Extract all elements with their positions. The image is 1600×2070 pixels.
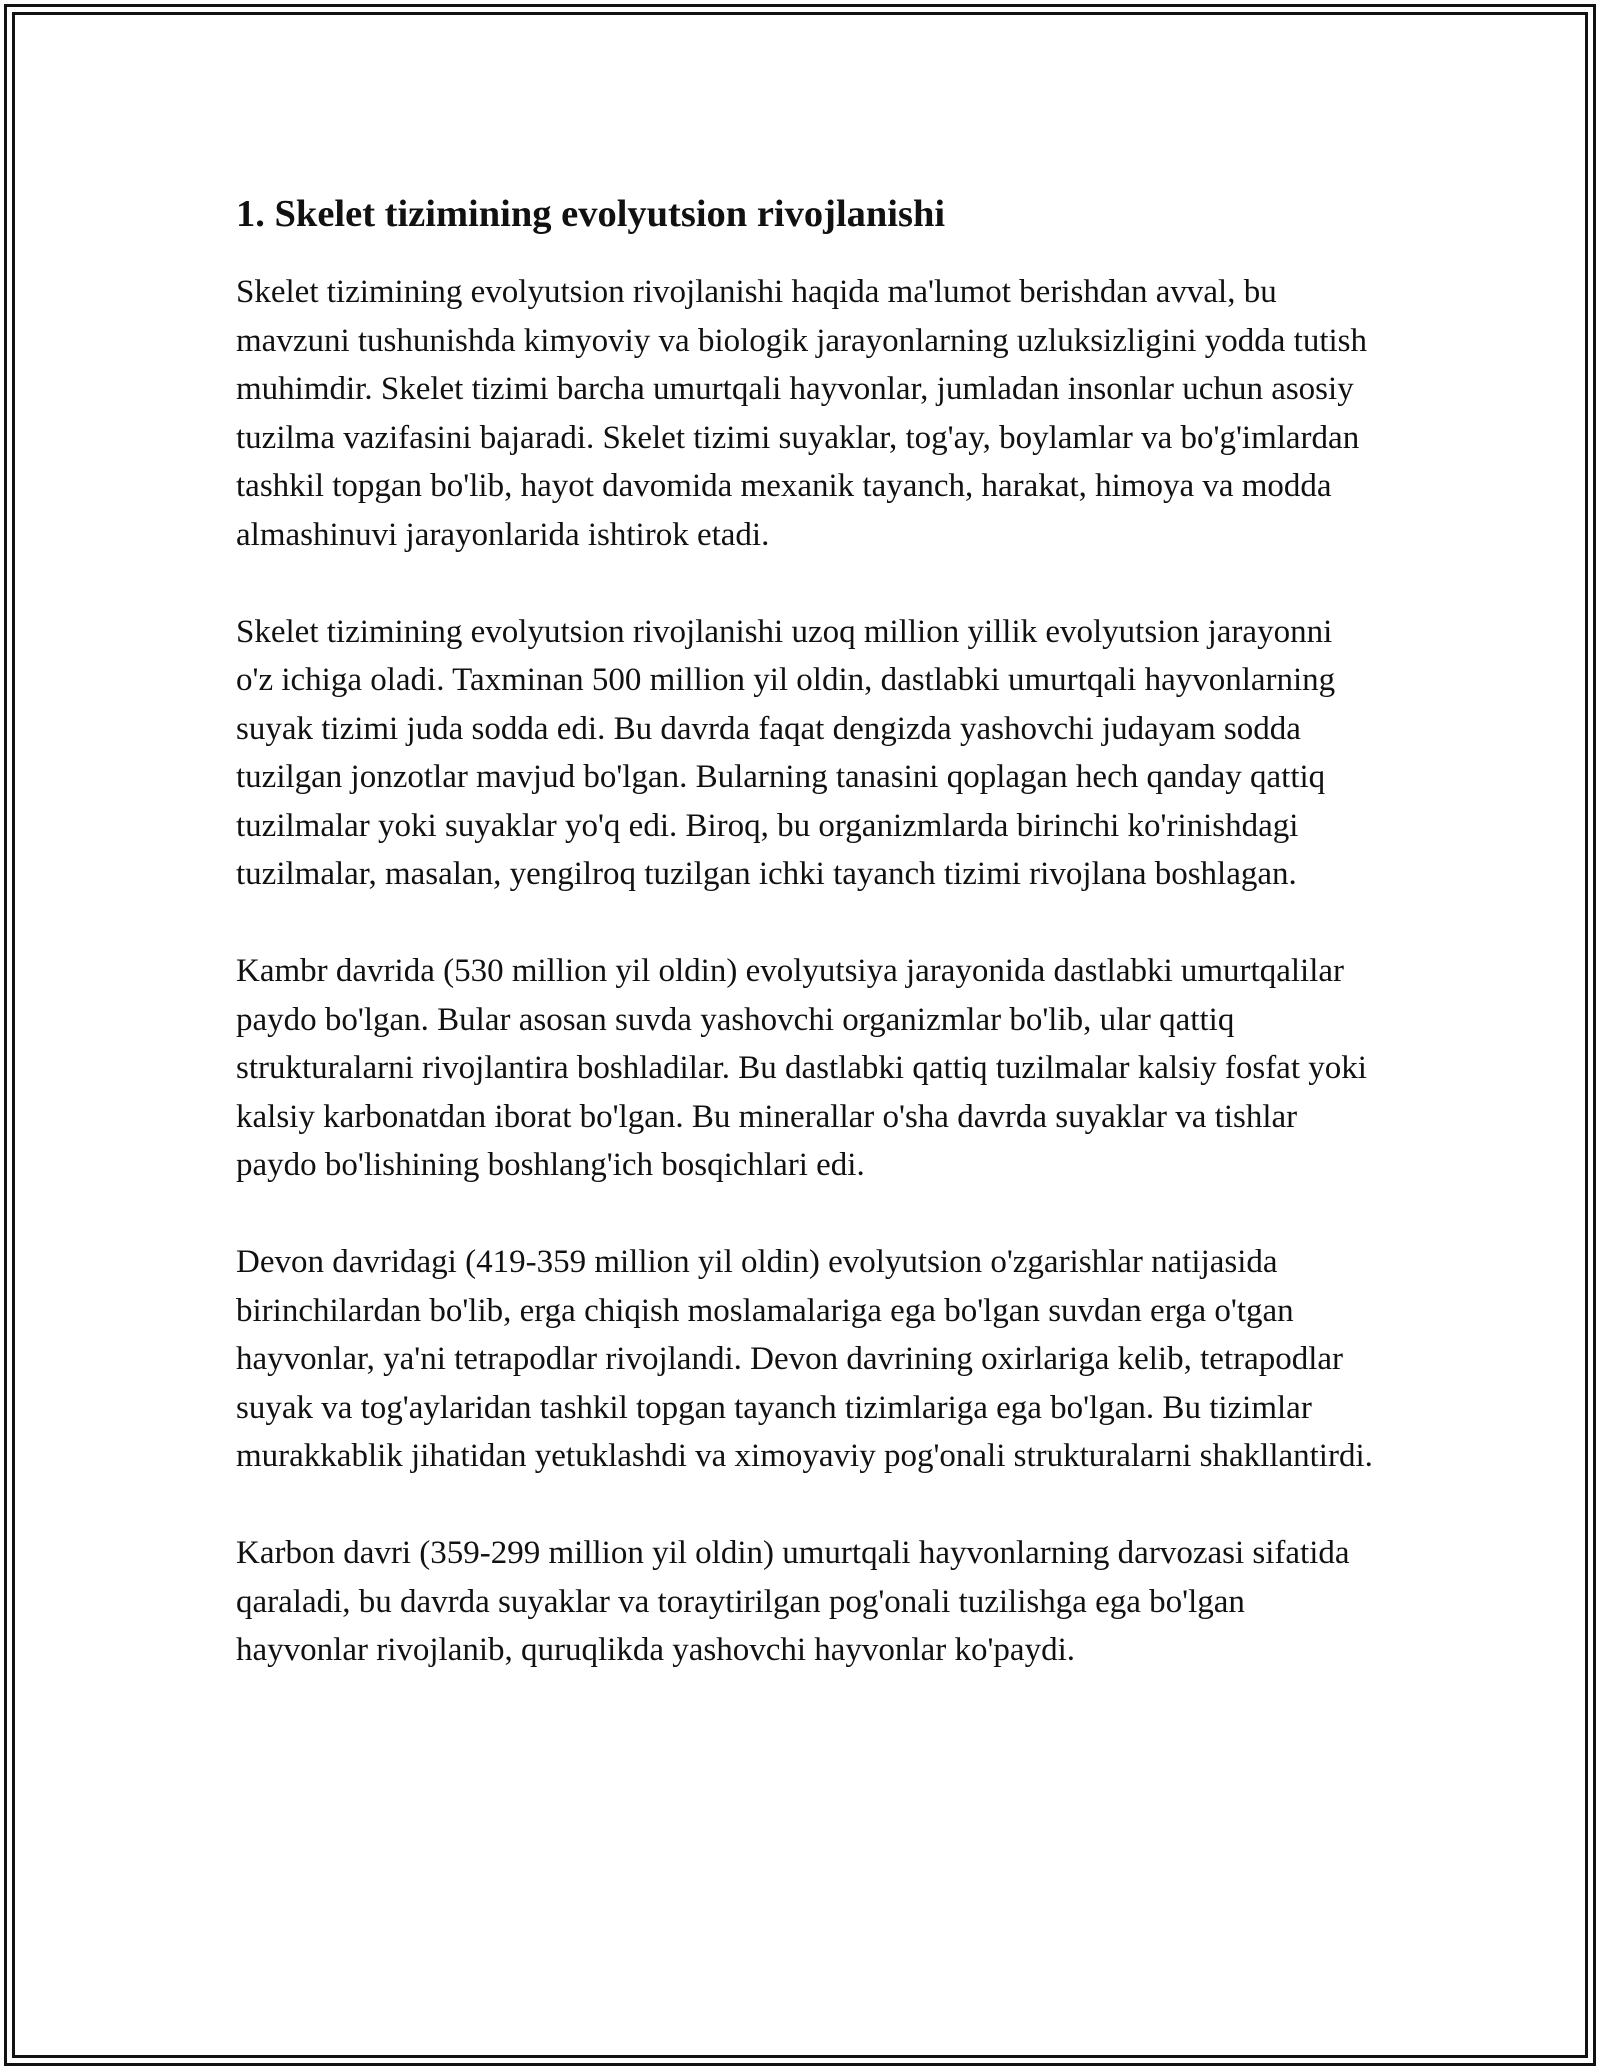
document-body bbox=[236, 186, 1376, 1675]
paragraph-cambrian: Kambr davrida (530 million yil oldin) evolyutsiya jarayonida dastlabki umurtqalilar paydo bo'lgan. Bular asosan suvda yashovchi organizmlar bo'lib, ular qattiq strukturalarni rivojlantira boshladilar. Bu dastlabki qattiq tuzilmalar kalsiy fosfat yoki kalsiy karbonatdan iborat bo'lgan. Bu minerallar o'sha davrda suyaklar va tishlar paydo bo'lishining boshlang'ich bosqichlari edi. bbox=[236, 953, 1367, 1183]
paragraph-early-vertebrates: Skelet tizimining evolyutsion rivojlanishi uzoq million yillik evolyutsion jarayonni o'z ichiga oladi. Taxminan 500 million yil oldin, dastlabki umurtqali hayvonlarning suyak tizimi juda sodda edi. Bu davrda faqat dengizda yashovchi judayam sodda tuzilgan jonzotlar mavjud bo'lgan. Bularning tanasini qoplagan hech qanday qattiq tuzilmalar yoki suyaklar yo'q edi. Biroq, bu organizmlarda birinchi ko'rinishdagi tuzilmalar, masalan, yengilroq tuzilgan ichki tayanch tizimi rivojlana boshlagan. bbox=[236, 613, 1336, 892]
paragraph-devonian: Devon davridagi (419-359 million yil oldin) evolyutsion o'zgarishlar natijasida birinchilardan bo'lib, erga chiqish moslamalariga ega bo'lgan suvdan erga o'tgan hayvonlar, ya'ni tetrapodlar rivojlandi. Devon davrining oxirlariga kelib, tetrapodlar suyak va tog'aylaridan tashkil topgan tayanch tizimlariga ega bo'lgan. Bu tizimlar murakkablik jihatidan yetuklashdi va ximoyaviy pog'onali strukturalarni shakllantirdi. bbox=[236, 1244, 1373, 1474]
paragraph-intro: Skelet tizimining evolyutsion rivojlanishi haqida ma'lumot berishdan avval, bu mavzuni tushunishda kimyoviy va biologik jarayonlarning uzluksizligini yodda tutish muhimdir. Skelet tizimi barcha umurtqali hayvonlar, jumladan insonlar uchun asosiy tuzilma vazifasini bajaradi. Skelet tizimi suyaklar, tog'ay, boylamlar va bo'g'imlardan tashkil topgan bo'lib, hayot davomida mexanik tayanch, harakat, himoya va modda almashinuvi jarayonlarida ishtirok etadi. bbox=[236, 274, 1368, 553]
section-heading: 1. Skelet tizimining evolyutsion rivojlanishi bbox=[236, 193, 946, 235]
paragraph-carboniferous: Karbon davri (359-299 million yil oldin) umurtqali hayvonlarning darvozasi sifatida qaraladi, bu davrda suyaklar va toraytirilgan pog'onali tuzilishga ega bo'lgan hayvonlar rivojlanib, quruqlikda yashovchi hayvonlar ko'paydi. bbox=[236, 1535, 1350, 1668]
